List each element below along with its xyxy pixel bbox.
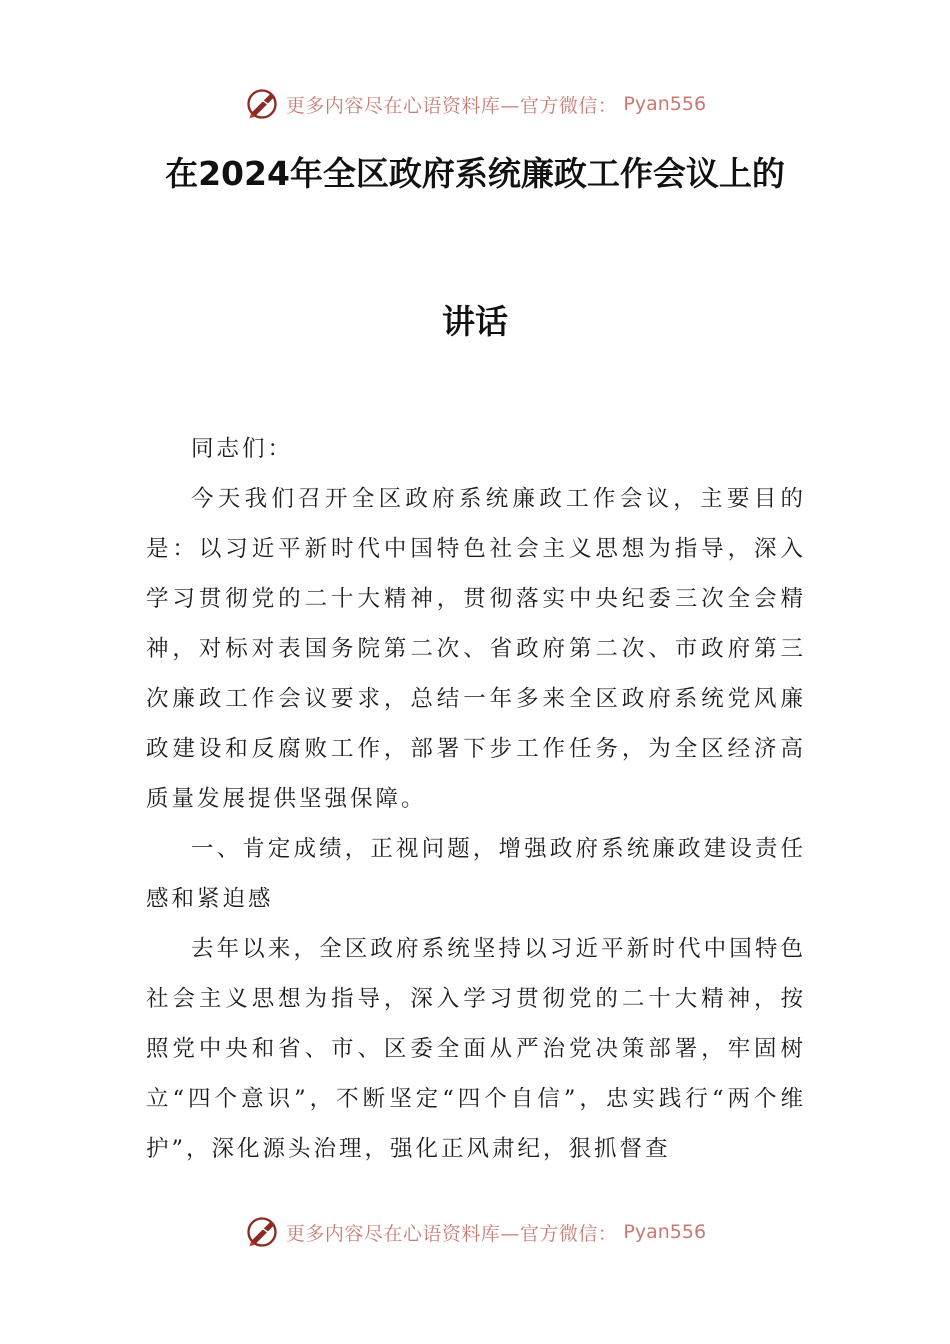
paragraph: 去年以来，全区政府系统坚持以习近平新时代中国特色社会主义思想为指导，深入学习贯彻党的二十大精神，按照党中央和省、市、区委全面从严治党决策部署，牢固树立“四个意识”，不断坚定“四个自信”，忠实践行“两个维护”，深化源头治理，强化正风肃纪，狠抓督查	[146, 936, 806, 1162]
pen-circle-icon	[244, 1214, 280, 1250]
section-heading: 一、肯定成绩，正视问题，增强政府系统廉政建设责任感和紧迫感	[146, 836, 806, 912]
document-title-line-2: 讲话	[442, 302, 508, 341]
salutation: 同志们：	[191, 436, 294, 462]
watermark-text: 更多内容尽在心语资料库—官方微信：	[285, 1222, 618, 1245]
watermark-wechat-id: Pyan556	[623, 93, 707, 115]
header-watermark	[0, 82, 950, 126]
document-title-line-1: 在2024年全区政府系统廉政工作会议上的	[165, 154, 785, 193]
watermark-wechat-id: Pyan556	[623, 1221, 707, 1243]
pen-circle-icon	[244, 86, 280, 122]
paragraph: 今天我们召开全区政府系统廉政工作会议，主要目的是：以习近平新时代中国特色社会主义思想为指导，深入学习贯彻党的二十大精神，贯彻落实中央纪委三次全会精神，对标对表国务院第二次、省政府第二次、市政府第三次廉政工作会议要求，总结一年多来全区政府系统党风廉政建设和反腐败工作，部署下步工作任务，为全区经济高质量发展提供坚强保障。	[146, 486, 806, 812]
footer-watermark	[0, 1210, 950, 1254]
watermark-text: 更多内容尽在心语资料库—官方微信：	[285, 94, 618, 117]
document-body	[146, 424, 806, 1174]
